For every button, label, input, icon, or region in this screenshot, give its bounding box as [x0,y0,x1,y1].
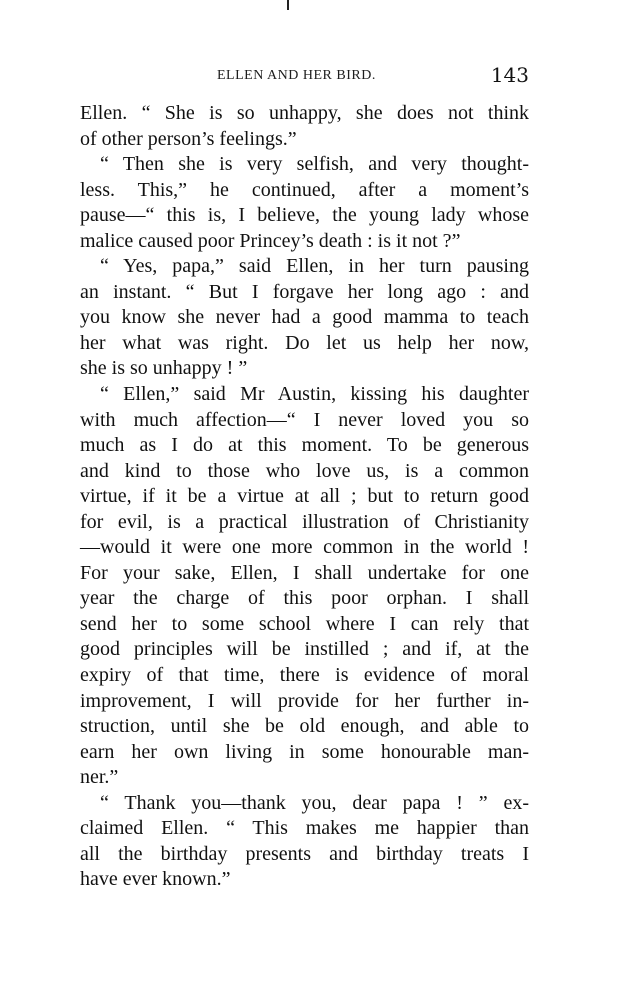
text-line: Ellen. “ She is so unhappy, she does not think [80,102,529,124]
text-line: virtue, if it be a virtue at all ; but to return good [80,485,529,508]
text-line: For your sake, Ellen, I shall undertake for one [80,561,529,584]
text-line: of other person’s feelings.” [80,127,297,150]
text-line: an instant. “ But I forgave her long ago : and [80,280,529,303]
text-line: with much affection—“ I never loved you so [80,408,529,431]
page-number: 143 [490,63,529,87]
text-line: all the birthday presents and birthday treats I [80,842,529,865]
text-line: less. This,” he continued, after a moment’s [80,178,529,201]
text-line: good principles will be instilled ; and if, at the [80,638,529,661]
text-line: for evil, is a practical illustration of Christianity [80,510,529,533]
text-line: struction, until she be old enough, and able to [80,715,529,738]
text-line: have ever known.” [80,868,231,891]
text-line: and kind to those who love us, is a common [80,459,529,482]
text-line: she is so unhappy ! ” [80,357,248,380]
text-line: malice caused poor Princey’s death : is it not ?” [80,229,461,252]
text-line: year the charge of this poor orphan. I shall [80,587,529,610]
text-line: send her to some school where I can rely that [80,612,529,635]
text-line: “ Yes, papa,” said Ellen, in her turn pausing [100,255,529,278]
text-line: improvement, I will provide for her further in- [80,689,529,712]
text-line: you know she never had a good mamma to teach [80,306,529,329]
page-header [80,63,529,89]
text-line: much as I do at this moment. To be generous [80,434,529,457]
running-head: ELLEN AND HER BIRD. [217,68,376,83]
text-line: expiry of that time, there is evidence of moral [80,664,529,687]
text-line: claimed Ellen. “ This makes me happier than [80,817,529,840]
text-line: “ Thank you—thank you, dear papa ! ” ex- [100,791,529,814]
text-line: pause—“ this is, I believe, the young lady whose [80,204,529,227]
body-text [80,101,529,893]
text-line: her what was right. Do let us help her now, [80,331,529,354]
text-line: earn her own living in some honourable man- [80,740,529,763]
top-edge-mark [287,0,289,10]
text-line: “ Ellen,” said Mr Austin, kissing his daughter [100,383,529,406]
text-line: —would it were one more common in the world ! [80,536,529,559]
text-line: ner.” [80,766,119,789]
text-line: “ Then she is very selfish, and very thought- [100,153,529,176]
